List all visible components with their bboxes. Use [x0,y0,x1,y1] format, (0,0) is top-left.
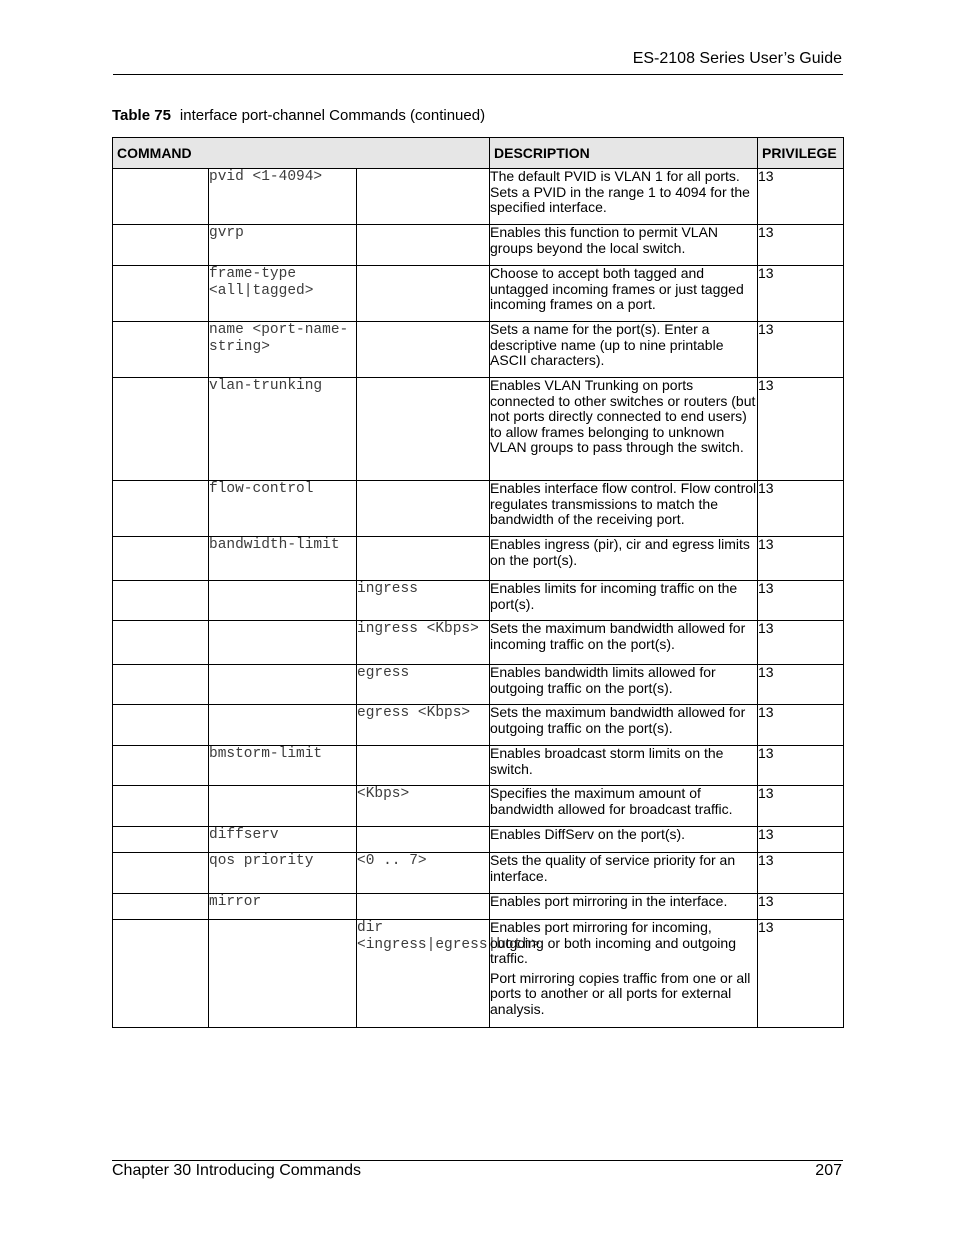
privilege-cell: 13 [758,621,844,665]
description-paragraph: Enables broadcast storm limits on the switch. [490,745,724,777]
command-cell-level-3 [357,266,490,322]
privilege-cell: 13 [758,169,844,225]
command-cell-level-3 [357,894,490,920]
command-cell-level-2: pvid <1-4094> [209,169,357,225]
description-paragraph: Sets the quality of service priority for an interface. [490,852,736,884]
privilege-cell: 13 [758,746,844,786]
command-cell-level-1 [113,378,209,481]
command-cell-level-2 [209,786,357,827]
command-cell-level-1 [113,665,209,705]
description-paragraph: Port mirroring copies traffic from one or all ports to another or all ports for external analysis. [490,969,751,1017]
privilege-cell: 13 [758,920,844,1028]
table-caption [112,107,485,124]
command-cell-level-3 [357,481,490,537]
description-cell [490,169,758,225]
command-cell-level-2: name <port-name-string> [209,322,357,378]
command-cell-level-2: bmstorm-limit [209,746,357,786]
command-cell-level-2 [209,581,357,621]
table-header-row [113,138,844,169]
description-cell [490,853,758,894]
privilege-cell: 13 [758,378,844,481]
privilege-cell: 13 [758,537,844,581]
description-cell [490,481,758,537]
command-cell-level-1 [113,266,209,322]
description-cell [490,894,758,920]
description-paragraph: Sets the maximum bandwidth allowed for outgoing traffic on the port(s). [490,704,746,736]
privilege-cell: 13 [758,853,844,894]
table-row [113,378,844,481]
table-row [113,322,844,378]
description-cell [490,746,758,786]
description-paragraph: Sets the maximum bandwidth allowed for incoming traffic on the port(s). [490,620,746,652]
command-cell-level-3: dir <ingress|egress|both> [357,920,490,1028]
column-header-command: COMMAND [113,138,490,169]
table-row [113,225,844,266]
description-cell [490,705,758,746]
command-cell-level-1 [113,322,209,378]
command-cell-level-2: mirror [209,894,357,920]
description-paragraph: Specifies the maximum amount of bandwidth allowed for broadcast traffic. [490,785,733,817]
command-cell-level-2 [209,920,357,1028]
description-paragraph: Enables port mirroring for incoming, outgoing or both incoming and outgoing traffic. [490,919,736,967]
command-cell-level-1 [113,705,209,746]
command-cell-level-2: qos priority [209,853,357,894]
description-cell [490,786,758,827]
command-cell-level-3 [357,322,490,378]
privilege-cell: 13 [758,786,844,827]
command-cell-level-1 [113,786,209,827]
footer-divider [112,1160,843,1161]
table-row [113,827,844,853]
command-cell-level-1 [113,920,209,1028]
privilege-cell: 13 [758,225,844,266]
table-row [113,853,844,894]
description-paragraph: The default PVID is VLAN 1 for all ports. Sets a PVID in the range 1 to 4094 for the specified interface. [490,168,750,216]
command-cell-level-3 [357,225,490,266]
description-paragraph: Choose to accept both tagged and untagged incoming frames or just tagged incoming frames on a port. [490,265,744,313]
command-cell-level-2: diffserv [209,827,357,853]
table-row [113,581,844,621]
command-cell-level-1 [113,481,209,537]
privilege-cell: 13 [758,266,844,322]
description-cell [490,581,758,621]
table-row [113,705,844,746]
command-cell-level-1 [113,169,209,225]
description-paragraph: Enables bandwidth limits allowed for outgoing traffic on the port(s). [490,664,716,696]
page-header-title: ES-2108 Series User’s Guide [632,50,842,67]
privilege-cell: 13 [758,322,844,378]
description-paragraph: Sets a name for the port(s). Enter a descriptive name (up to nine printable ASCII characters). [490,321,724,369]
description-cell [490,537,758,581]
command-cell-level-3 [357,537,490,581]
description-cell [490,665,758,705]
column-header-description: DESCRIPTION [490,138,758,169]
description-paragraph: Enables ingress (pir), cir and egress limits on the port(s). [490,536,750,568]
command-cell-level-3: egress [357,665,490,705]
commands-table [112,137,844,1028]
description-cell [490,621,758,665]
command-cell-level-3: ingress [357,581,490,621]
table-row [113,537,844,581]
header-divider [113,74,843,75]
description-cell [490,378,758,481]
privilege-cell: 13 [758,705,844,746]
table-caption-text: interface port-channel Commands (continued) [179,107,486,124]
privilege-cell: 13 [758,827,844,853]
command-cell-level-1 [113,537,209,581]
table-row [113,786,844,827]
privilege-cell: 13 [758,894,844,920]
description-paragraph: Enables VLAN Trunking on ports connected to other switches or routers (but not ports directly connected to end users) to allow frames belonging to unknown VLAN groups to pass through the switch. [490,377,756,456]
command-cell-level-3 [357,378,490,481]
table-row [113,746,844,786]
command-cell-level-3: ingress <Kbps> [357,621,490,665]
description-paragraph: Enables limits for incoming traffic on the port(s). [490,580,738,612]
description-cell [490,322,758,378]
command-cell-level-2 [209,705,357,746]
command-cell-level-3 [357,827,490,853]
command-cell-level-3: egress <Kbps> [357,705,490,746]
command-cell-level-1 [113,827,209,853]
privilege-cell: 13 [758,581,844,621]
command-cell-level-1 [113,225,209,266]
table-row [113,894,844,920]
command-cell-level-3 [357,746,490,786]
table-row [113,920,844,1028]
command-cell-level-1 [113,621,209,665]
description-cell [490,920,758,1028]
description-paragraph: Enables DiffServ on the port(s). [490,826,686,842]
command-cell-level-2: bandwidth-limit [209,537,357,581]
table-row [113,481,844,537]
description-cell [490,266,758,322]
description-cell [490,225,758,266]
table-row [113,621,844,665]
description-paragraph: Enables this function to permit VLAN groups beyond the local switch. [490,224,719,256]
description-cell [490,827,758,853]
command-cell-level-1 [113,853,209,894]
command-cell-level-3: <0 .. 7> [357,853,490,894]
command-cell-level-3 [357,169,490,225]
command-cell-level-1 [113,581,209,621]
privilege-cell: 13 [758,481,844,537]
table-row [113,266,844,322]
command-cell-level-2 [209,621,357,665]
description-paragraph: Enables port mirroring in the interface. [490,893,728,909]
footer-page-number: 207 [815,1162,842,1179]
table-body [113,169,844,1028]
command-cell-level-2: vlan-trunking [209,378,357,481]
privilege-cell: 13 [758,665,844,705]
command-cell-level-2 [209,665,357,705]
table-row [113,169,844,225]
description-paragraph: Enables interface flow control. Flow control regulates transmissions to match the bandwidth of the receiving port. [490,480,757,528]
column-header-privilege: PRIVILEGE [758,138,844,169]
command-cell-level-3: <Kbps> [357,786,490,827]
footer-chapter: Chapter 30 Introducing Commands [112,1162,362,1179]
command-cell-level-2: gvrp [209,225,357,266]
command-cell-level-1 [113,894,209,920]
command-cell-level-2: flow-control [209,481,357,537]
command-cell-level-1 [113,746,209,786]
table-caption-label: Table 75 [112,107,171,124]
command-cell-level-2: frame-type <all|tagged> [209,266,357,322]
table-row [113,665,844,705]
